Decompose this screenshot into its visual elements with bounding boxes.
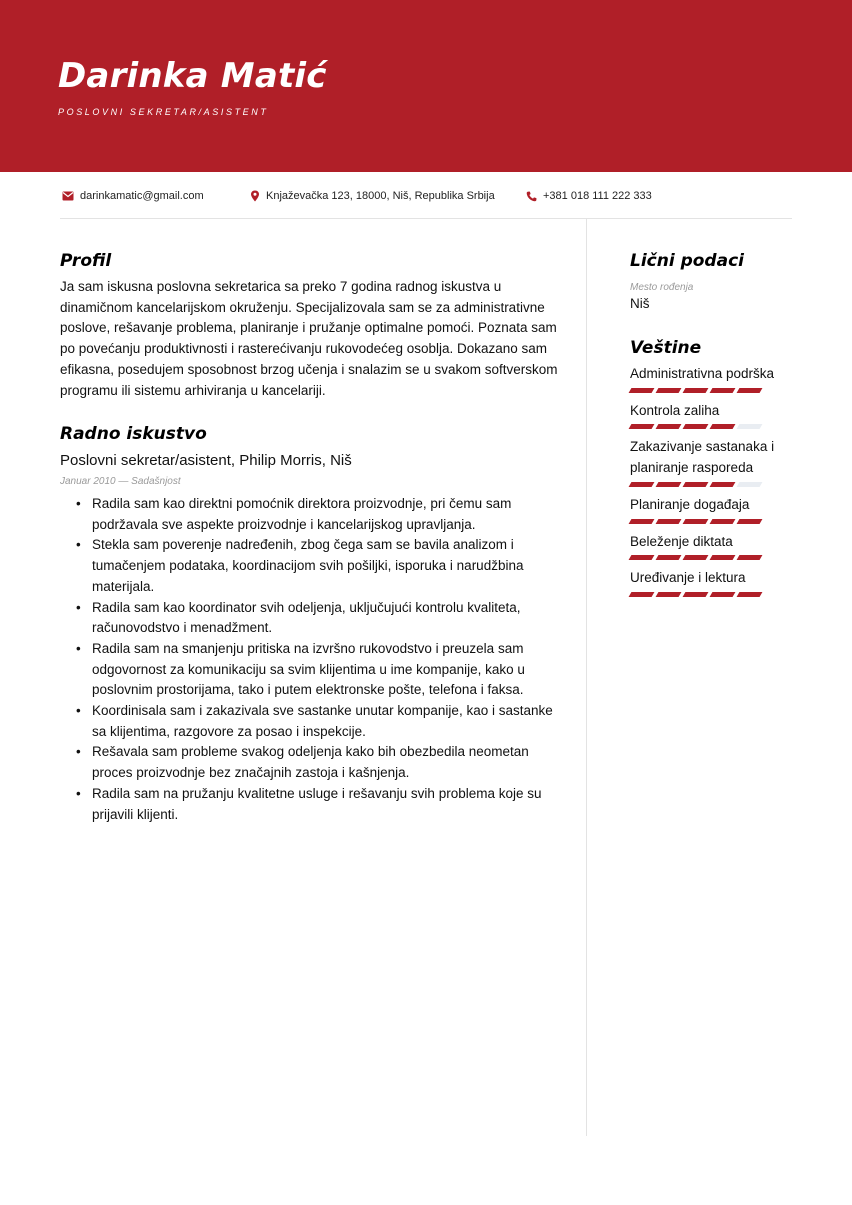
skill-item [630, 437, 790, 487]
skill-segment-filled [737, 555, 763, 560]
phone-text: +381 018 111 222 333 [543, 190, 652, 202]
skill-segment-filled [683, 592, 709, 597]
contact-email[interactable] [62, 190, 204, 202]
skill-level-bar [630, 388, 790, 394]
contact-phone[interactable] [526, 190, 652, 202]
skill-item [630, 495, 790, 525]
birthplace-value: Niš [630, 296, 650, 311]
list-item: • Stekla sam poverenje nadređenih, zbog čega sam se bavila analizom i tumačenjem podataka, koordinacijom svih pošiljki, isporuka i narudžbina materijala. [74, 535, 564, 597]
skill-segment-filled [629, 592, 655, 597]
skill-segment-filled [710, 519, 736, 524]
skill-segment-filled [656, 424, 682, 429]
skill-segment-filled [683, 519, 709, 524]
profile-text: Ja sam iskusna poslovna sekretarica sa preko 7 godina radnog iskustva u dinamičnom kancelarijskom okruženju. Specijalizovala sam se za administrativne poslove, rešavanje problema, planiranje i pružanje optimalne pomoći. Poznata sam po povećanju produktivnosti i rasterećivanju rukovodećeg osoblja. Dokazano sam efikasna, posedujem sposobnost brzog učenja i snalazim se u svakom softverskom programu ili sistemu arhiviranja u kancelariji. [60, 279, 558, 398]
email-text: darinkamatic@gmail.com [80, 190, 204, 202]
list-item: • Koordinisala sam i zakazivala sve sastanke unutar kompanije, kao i sastanke sa klijentima, razgovore za posao i inspekcije. [74, 701, 564, 742]
skill-segment-filled [629, 482, 655, 487]
skills-list [630, 364, 790, 605]
contact-address [250, 190, 495, 202]
skill-item [630, 568, 790, 598]
column-divider [586, 219, 587, 1136]
skill-segment-filled [710, 388, 736, 393]
skill-segment-empty [737, 482, 763, 487]
skill-segment-filled [629, 555, 655, 560]
skill-name: Uređivanje i lektura [630, 570, 746, 586]
skill-segment-empty [737, 424, 763, 429]
skill-segment-filled [683, 424, 709, 429]
skill-item [630, 401, 790, 431]
skill-segment-filled [656, 519, 682, 524]
mail-icon [62, 191, 74, 201]
skill-segment-filled [656, 388, 682, 393]
skill-segment-filled [683, 388, 709, 393]
location-pin-icon [250, 190, 260, 202]
skill-segment-filled [710, 592, 736, 597]
skill-segment-filled [656, 592, 682, 597]
candidate-title: POSLOVNI SEKRETAR/ASISTENT [58, 107, 269, 117]
profile-heading: Profil [60, 251, 112, 271]
header-banner [0, 0, 852, 172]
list-item: • Radila sam na smanjenju pritiska na izvršno rukovodstvo i preuzela sam odgovornost za komunikaciju sa svim klijentima u ime kompanije, kako u poslovnim prostorijama, tako i putem elektronske pošte, telefona i faksa. [74, 639, 564, 701]
skill-level-bar [630, 555, 790, 561]
skill-name: Kontrola zaliha [630, 402, 720, 418]
skill-segment-filled [710, 555, 736, 560]
skill-name: Beleženje diktata [630, 533, 733, 549]
skill-item [630, 532, 790, 562]
skill-item [630, 364, 790, 394]
skill-level-bar [630, 519, 790, 525]
skill-segment-filled [710, 482, 736, 487]
phone-icon [526, 191, 537, 202]
skill-segment-filled [629, 388, 655, 393]
skill-segment-filled [683, 555, 709, 560]
job-dates: Januar 2010 — Sadašnjost [60, 476, 181, 487]
candidate-name: Darinka Matić [58, 56, 327, 96]
skill-segment-filled [629, 424, 655, 429]
skill-segment-filled [683, 482, 709, 487]
skill-segment-filled [737, 519, 763, 524]
skill-segment-filled [737, 592, 763, 597]
list-item: • Radila sam na pružanju kvalitetne usluge i rešavanju svih problema koje su prijavili klijenti. [74, 784, 564, 825]
skill-level-bar [630, 482, 790, 488]
contact-row [60, 186, 792, 219]
skill-segment-filled [629, 519, 655, 524]
experience-heading: Radno iskustvo [60, 424, 207, 444]
personal-heading: Lični podaci [630, 251, 744, 271]
job-heading: Poslovni sekretar/asistent, Philip Morris, Niš [60, 452, 352, 469]
duties-list [74, 494, 564, 825]
birthplace-label: Mesto rođenja [630, 282, 694, 293]
skill-name: Administrativna podrška [630, 366, 775, 381]
skill-name: Planiranje događaja [630, 496, 750, 512]
list-item: • Radila sam kao direktni pomoćnik direktora proizvodnje, pri čemu sam podržavala sve aspekte proizvodnje i kancelarijskog upravljanja. [74, 494, 564, 535]
skill-segment-filled [737, 388, 763, 393]
skill-segment-filled [656, 482, 682, 487]
list-item: • Radila sam kao koordinator svih odeljenja, uključujući kontrolu kvaliteta, računovodstvo i menadžment. [74, 598, 564, 639]
address-text: Knjaževačka 123, 18000, Niš, Republika Srbija [266, 190, 495, 202]
skill-level-bar [630, 424, 790, 430]
skill-name: Zakazivanje sastanaka i planiranje rasporeda [630, 439, 775, 476]
list-item: • Rešavala sam probleme svakog odeljenja kako bih obezbedila neometan proces proizvodnje bez značajnih zastoja i kašnjenja. [74, 742, 564, 783]
skills-heading: Veštine [630, 338, 702, 358]
skill-segment-filled [656, 555, 682, 560]
skill-level-bar [630, 592, 790, 598]
skill-segment-filled [710, 424, 736, 429]
